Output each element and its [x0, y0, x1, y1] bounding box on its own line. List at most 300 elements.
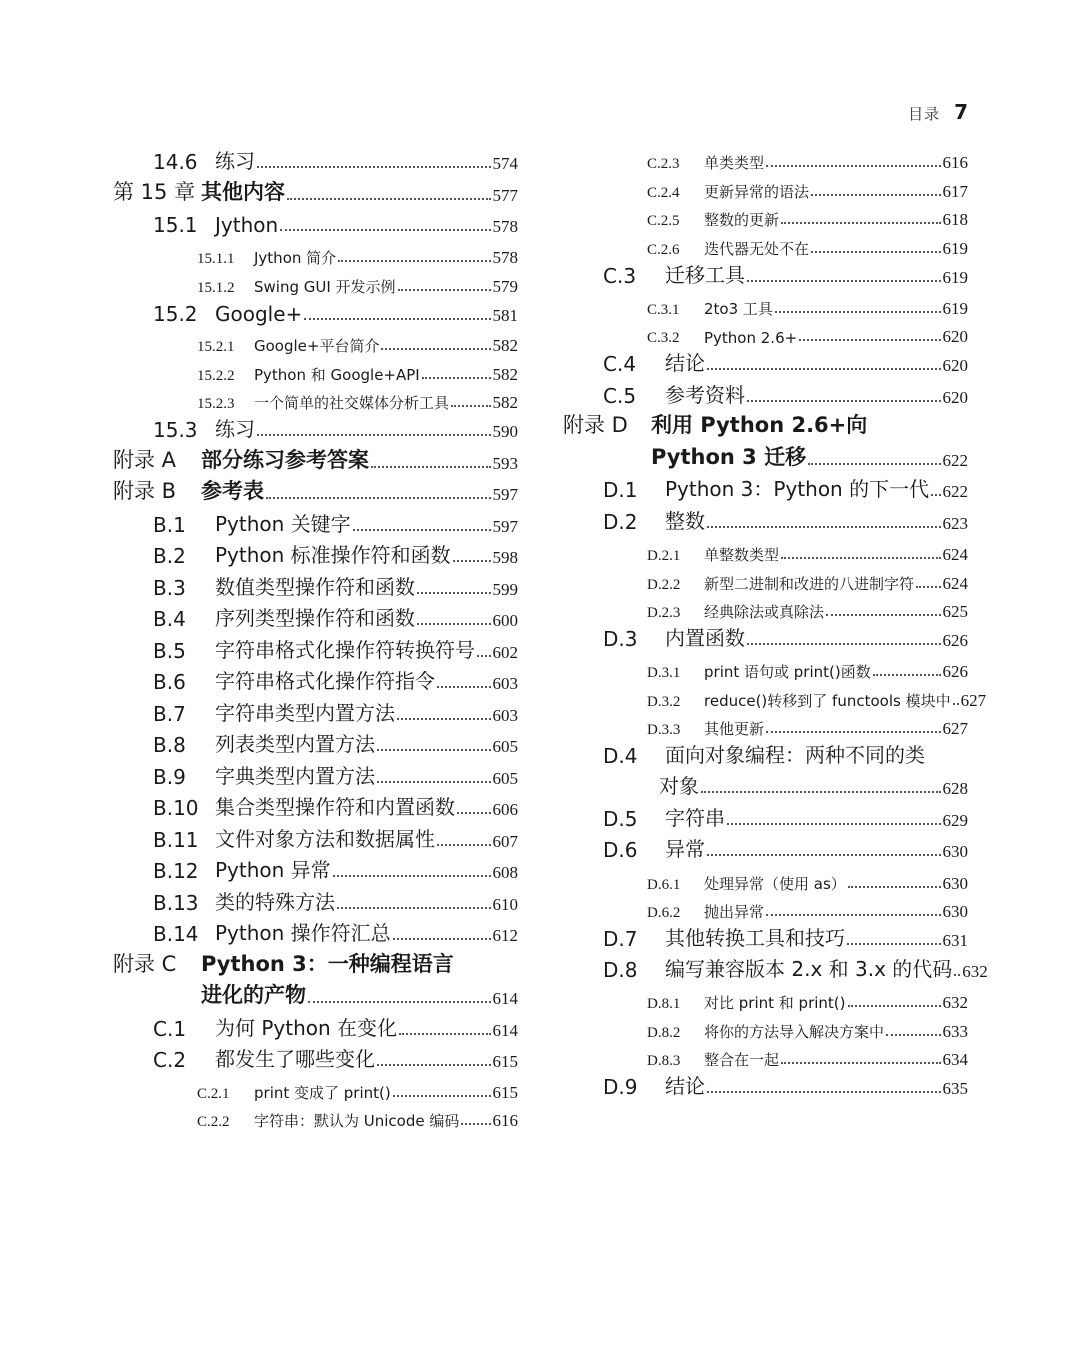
toc-entry-number: C.2.2	[197, 1114, 230, 1130]
toc-entry-b-11[interactable]	[113, 822, 518, 852]
toc-entry-number: C.2.3	[647, 156, 680, 172]
toc-entry-d-6-2[interactable]	[563, 892, 968, 922]
toc-entry-d-2-1[interactable]	[563, 535, 968, 565]
toc-entry-number: C.3.1	[647, 302, 680, 318]
toc-entry-page: 626	[942, 662, 968, 681]
toc-entry-number: B.5	[153, 639, 186, 663]
toc-entry-c-2-6[interactable]	[563, 229, 968, 259]
leader-dots	[747, 280, 941, 282]
page-header	[908, 100, 968, 124]
toc-entry-b-14[interactable]	[113, 916, 518, 946]
toc-entry-page: 608	[492, 863, 518, 882]
toc-entry-number: D.3.2	[647, 694, 681, 710]
leader-dots	[308, 1001, 491, 1003]
toc-entry-b-3[interactable]	[113, 570, 518, 600]
toc-entry-page: 630	[942, 874, 968, 893]
toc-entry-title: 部分练习参考答案	[201, 448, 369, 472]
toc-entry-title: 参考表	[201, 479, 264, 503]
toc-entry-number: D.4	[603, 744, 638, 768]
toc-entry-title: Google+	[215, 302, 303, 326]
toc-entry-d-8[interactable]	[563, 952, 988, 982]
toc-entry-d-5[interactable]	[563, 801, 968, 831]
toc-entry-d-6[interactable]	[563, 832, 968, 862]
toc-entry-title: 单类类型	[704, 154, 765, 172]
leader-dots	[457, 812, 491, 814]
toc-entry-number: 15.2.2	[197, 368, 235, 384]
toc-entry-page: 627	[960, 691, 987, 710]
toc-entry-title: 异常	[665, 837, 705, 861]
toc-entry-page: 597	[492, 485, 518, 504]
toc-entry-cont-10[interactable]	[563, 441, 968, 471]
toc-entry-page: 619	[942, 299, 968, 318]
leader-dots	[377, 781, 491, 783]
toc-entry-page: 615	[492, 1083, 518, 1102]
leader-dots	[304, 318, 490, 320]
toc-entry-title: Python 3：一种编程语言	[201, 952, 454, 976]
toc-entry-number: B.8	[153, 733, 186, 757]
toc-entry-number: B.7	[153, 702, 186, 726]
toc-entry-c-2-1[interactable]	[113, 1073, 518, 1103]
toc-entry-c-5[interactable]	[563, 378, 968, 408]
toc-entry-title: 文件对象方法和数据属性	[215, 827, 435, 851]
toc-entry-number: 附录 C	[113, 952, 177, 976]
toc-entry-number: B.14	[153, 922, 199, 946]
toc-entry-title: 整合在一起	[704, 1051, 780, 1069]
leader-dots	[781, 222, 940, 224]
toc-entry-number: 15.2.1	[197, 339, 235, 355]
toc-entry-page: 625	[942, 602, 968, 621]
toc-entry-title: 其他更新	[704, 720, 765, 738]
toc-entry-number: B.13	[153, 891, 199, 915]
toc-entry-page: 620	[942, 388, 968, 407]
leader-dots	[422, 377, 491, 379]
toc-entry-15-1-1[interactable]	[113, 238, 518, 268]
toc-entry-b-10[interactable]	[113, 790, 518, 820]
toc-entry-c-3[interactable]	[563, 258, 968, 288]
toc-entry-page: 581	[492, 306, 518, 325]
toc-entry-title: Python 标准操作符和函数	[215, 543, 451, 567]
toc-entry-title: 都发生了哪些变化	[215, 1047, 375, 1071]
leader-dots	[371, 466, 491, 468]
toc-entry-page: 582	[492, 336, 518, 355]
toc-entry-number: D.6	[603, 838, 638, 862]
leader-dots	[766, 731, 940, 733]
toc-entry-title: 对比 print 和 print()	[704, 994, 846, 1012]
toc-entry-number: D.3.1	[647, 665, 681, 681]
toc-entry-page: 605	[492, 737, 518, 756]
leader-dots	[781, 1062, 940, 1064]
toc-entry-page: 628	[942, 779, 968, 798]
toc-entry-title: Python 操作符汇总	[215, 921, 391, 945]
toc-entry-title: 对象	[659, 774, 699, 798]
toc-entry-15-3[interactable]	[113, 412, 518, 442]
toc-entry-number: D.8.3	[647, 1053, 681, 1069]
toc-entry-title: 迁移工具	[665, 263, 745, 287]
leader-dots	[287, 198, 491, 200]
toc-entry-page: 632	[962, 962, 988, 981]
toc-entry-page: 614	[492, 989, 518, 1008]
toc-entry-d-3-1[interactable]	[563, 652, 968, 682]
toc-entry-title: Google+平台简介	[254, 337, 380, 355]
toc-entry-page: 622	[942, 451, 968, 470]
toc-entry-c-1[interactable]	[113, 1011, 518, 1041]
toc-entry-title: Python 异常	[215, 858, 331, 882]
leader-dots	[437, 686, 491, 688]
toc-entry-page: 623	[942, 514, 968, 533]
toc-entry-number: D.5	[603, 807, 638, 831]
toc-entry-title: 更新异常的语法	[704, 183, 810, 201]
toc-entry-number: C.4	[603, 352, 637, 376]
leader-dots	[701, 791, 941, 793]
leader-dots	[461, 1123, 490, 1125]
toc-entry-cont-21[interactable]	[563, 769, 968, 799]
toc-entry-title: Python 关键字	[215, 512, 351, 536]
toc-entry-page: 630	[942, 842, 968, 861]
toc-entry-title: 字符串类型内置方法	[215, 701, 395, 725]
leader-dots	[377, 749, 491, 751]
leader-dots	[451, 405, 490, 407]
toc-entry-title: Jython	[215, 213, 279, 237]
toc-entry-page: 578	[492, 217, 518, 236]
toc-entry-15-2[interactable]	[113, 296, 518, 326]
leader-dots	[393, 938, 491, 940]
leader-dots	[954, 974, 960, 976]
toc-entry-title: Jython 简介	[254, 249, 337, 267]
toc-entry-title: 处理异常（使用 as）	[704, 875, 846, 893]
toc-entry-number: 15.1	[153, 213, 198, 237]
toc-entry-d-7[interactable]	[563, 921, 968, 951]
leader-dots	[353, 529, 491, 531]
toc-entry-15-2-1[interactable]	[113, 326, 518, 356]
toc-entry-15-2-3[interactable]	[113, 383, 518, 413]
leader-dots	[437, 844, 491, 846]
leader-dots	[766, 165, 940, 167]
toc-entry-d-3-3[interactable]	[563, 709, 968, 739]
toc-entry-b-9[interactable]	[113, 759, 518, 789]
toc-entry-page: 619	[942, 268, 968, 287]
toc-entry-page: 624	[942, 545, 968, 564]
toc-entry-page: 606	[492, 800, 518, 819]
toc-entry-c-3-2[interactable]	[563, 317, 968, 347]
leader-dots	[280, 229, 490, 231]
toc-entry-title: 内置函数	[665, 626, 745, 650]
toc-entry-number: C.2.4	[647, 185, 680, 201]
toc-entry-title: print 语句或 print()函数	[704, 663, 871, 681]
leader-dots	[337, 907, 491, 909]
leader-dots	[916, 586, 940, 588]
toc-entry-page: 582	[492, 393, 518, 412]
toc-entry-d-4[interactable]	[563, 738, 968, 768]
toc-entry-number: 第 15 章	[113, 180, 196, 204]
leader-dots	[811, 194, 940, 196]
toc-entry-title: 结论	[665, 1074, 705, 1098]
toc-entry-number: B.12	[153, 859, 199, 883]
toc-entry-page: 630	[942, 902, 968, 921]
toc-entry-title: Python 3 迁移	[651, 445, 807, 469]
leader-dots	[257, 166, 491, 168]
header-page-number: 7	[954, 100, 968, 124]
toc-entry-page: 627	[942, 719, 968, 738]
toc-entry-number: 15.2.3	[197, 396, 235, 412]
toc-entry-title: 为何 Python 在变化	[215, 1016, 398, 1040]
leader-dots	[266, 497, 491, 499]
toc-entry-page: 579	[492, 277, 518, 296]
toc-entry-title: 类的特殊方法	[215, 890, 335, 914]
toc-entry-b-6[interactable]	[113, 664, 518, 694]
toc-entry-b-2[interactable]	[113, 538, 518, 568]
toc-entry-b-12[interactable]	[113, 853, 518, 883]
toc-entry-title: 列表类型内置方法	[215, 732, 375, 756]
leader-dots	[398, 289, 491, 291]
toc-entry-page: 620	[942, 327, 968, 346]
toc-entry-number: C.1	[153, 1017, 187, 1041]
toc-entry-page: 635	[942, 1079, 968, 1098]
toc-entry-title: 整数的更新	[704, 211, 780, 229]
toc-entry-title: 利用 Python 2.6+向	[651, 413, 868, 437]
toc-entry-title: 字符串：默认为 Unicode 编码	[254, 1112, 460, 1130]
toc-entry-b-5[interactable]	[113, 633, 518, 663]
toc-entry-c-4[interactable]	[563, 346, 968, 376]
leader-dots	[886, 1034, 940, 1036]
toc-entry-title: Swing GUI 开发示例	[254, 278, 396, 296]
toc-entry-title: 结论	[665, 351, 705, 375]
toc-entry-number: 15.2	[153, 302, 198, 326]
toc-entry-number: B.4	[153, 607, 186, 631]
toc-entry-a[interactable]	[113, 444, 518, 474]
toc-entry-title: 编写兼容版本 2.x 和 3.x 的代码	[665, 957, 953, 981]
toc-entry-d-2[interactable]	[563, 504, 968, 534]
toc-entry-title: 其他转换工具和技巧	[665, 926, 845, 950]
leader-dots	[477, 655, 491, 657]
toc-entry-number: 15.1.2	[197, 280, 235, 296]
toc-entry-c-2-4[interactable]	[563, 172, 968, 202]
toc-entry-number: C.2.6	[647, 242, 680, 258]
toc-entry-b-7[interactable]	[113, 696, 518, 726]
toc-entry-15-2-2[interactable]	[113, 355, 518, 385]
toc-entry-page: 593	[492, 454, 518, 473]
toc-entry-page: 607	[492, 832, 518, 851]
toc-entry-title: 字符串	[665, 806, 725, 830]
toc-entry-15[interactable]	[113, 176, 518, 206]
toc-entry-number: 附录 D	[563, 413, 628, 437]
toc-entry-c-2-2[interactable]	[113, 1101, 518, 1131]
toc-entry-page: 634	[942, 1050, 968, 1069]
toc-entry-page: 612	[492, 926, 518, 945]
leader-dots	[747, 400, 941, 402]
leader-dots	[397, 718, 491, 720]
toc-entry-page: 632	[942, 993, 968, 1012]
toc-entry-number: 15.1.1	[197, 251, 235, 267]
toc-entry-number: C.3	[603, 264, 637, 288]
toc-entry-page: 582	[492, 365, 518, 384]
toc-entry-page: 631	[942, 931, 968, 950]
toc-entry-d[interactable]	[563, 409, 968, 439]
toc-entry-title: 字典类型内置方法	[215, 764, 375, 788]
leader-dots	[811, 251, 940, 253]
leader-dots	[707, 854, 941, 856]
toc-entry-page: 610	[492, 895, 518, 914]
toc-entry-page: 578	[492, 248, 518, 267]
toc-entry-title: reduce()转移到了 functools 模块中	[704, 692, 951, 710]
toc-entry-number: D.1	[603, 478, 638, 502]
leader-dots	[338, 260, 490, 262]
toc-entry-d-2-2[interactable]	[563, 564, 968, 594]
toc-entry-title: 练习	[215, 417, 255, 441]
toc-entry-title: Python 2.6+	[704, 329, 798, 347]
leader-dots	[707, 526, 941, 528]
toc-entry-title: 整数	[665, 509, 705, 533]
toc-entry-c-2[interactable]	[113, 1042, 518, 1072]
leader-dots	[377, 1064, 491, 1066]
toc-entry-title: 其他内容	[201, 180, 285, 204]
toc-entry-number: B.6	[153, 670, 186, 694]
toc-entry-b[interactable]	[113, 475, 518, 505]
toc-entry-number: D.2.3	[647, 605, 681, 621]
toc-entry-d-6-1[interactable]	[563, 864, 968, 894]
toc-entry-page: 626	[942, 631, 968, 650]
toc-entry-d-3-2[interactable]	[563, 681, 987, 711]
toc-entry-number: D.2.1	[647, 548, 681, 564]
leader-dots	[848, 1005, 941, 1007]
leader-dots	[453, 560, 491, 562]
toc-entry-title: 字符串格式化操作符指令	[215, 669, 435, 693]
toc-entry-title: 序列类型操作符和函数	[215, 606, 415, 630]
toc-entry-number: D.3.3	[647, 722, 681, 738]
toc-entry-title: 2to3 工具	[704, 300, 773, 318]
leader-dots	[826, 614, 940, 616]
toc-entry-number: D.9	[603, 1075, 638, 1099]
leader-dots	[847, 943, 941, 945]
toc-entry-number: B.11	[153, 828, 199, 852]
leader-dots	[766, 914, 940, 916]
toc-entry-14-6[interactable]	[113, 144, 518, 174]
toc-entry-title: Python 和 Google+API	[254, 366, 420, 384]
toc-entry-number: D.3	[603, 627, 638, 651]
toc-entry-b-4[interactable]	[113, 601, 518, 631]
toc-entry-page: 633	[942, 1022, 968, 1041]
toc-entry-d-8-3[interactable]	[563, 1040, 968, 1070]
toc-entry-number: D.6.2	[647, 905, 681, 921]
toc-entry-b-1[interactable]	[113, 507, 518, 537]
toc-entry-page: 619	[942, 239, 968, 258]
toc-entry-number: D.8	[603, 958, 638, 982]
toc-entry-c[interactable]	[113, 948, 518, 978]
header-label: 目录	[908, 105, 941, 123]
toc-entry-title: 新型二进制和改进的八进制字符	[704, 575, 915, 593]
toc-entry-page: 574	[492, 154, 518, 173]
toc-entry-number: B.10	[153, 796, 199, 820]
toc-entry-number: D.8.2	[647, 1025, 681, 1041]
leader-dots	[381, 348, 490, 350]
toc-entry-d-8-2[interactable]	[563, 1012, 968, 1042]
toc-entry-number: 14.6	[153, 150, 198, 174]
toc-entry-number: 附录 A	[113, 448, 177, 472]
toc-entry-c-2-5[interactable]	[563, 200, 968, 230]
toc-entry-b-8[interactable]	[113, 727, 518, 757]
toc-entry-d-1[interactable]	[563, 472, 968, 502]
toc-entry-title: 面向对象编程：两种不同的类	[665, 743, 925, 767]
toc-entry-title: 数值类型操作符和函数	[215, 575, 415, 599]
toc-entry-number: C.3.2	[647, 330, 680, 346]
leader-dots	[417, 592, 491, 594]
toc-entry-number: D.2	[603, 510, 638, 534]
leader-dots	[707, 1091, 941, 1093]
toc-entry-page: 615	[492, 1052, 518, 1071]
leader-dots	[747, 643, 941, 645]
toc-entry-title: 抛出异常	[704, 903, 765, 921]
toc-entry-cont-27[interactable]	[113, 979, 518, 1009]
toc-entry-title: 将你的方法导入解决方案中	[704, 1023, 885, 1041]
toc-entry-d-9[interactable]	[563, 1069, 968, 1099]
leader-dots	[399, 1033, 490, 1035]
toc-entry-page: 603	[492, 674, 518, 693]
toc-entry-number: D.7	[603, 927, 638, 951]
toc-entry-page: 614	[492, 1021, 518, 1040]
leader-dots	[848, 886, 941, 888]
toc-entry-title: 字符串格式化操作符转换符号	[215, 638, 475, 662]
toc-entry-title: Python 3：Python 的下一代	[665, 477, 930, 501]
leader-dots	[808, 463, 940, 465]
toc-entry-title: 经典除法或真除法	[704, 603, 825, 621]
toc-entry-number: B.1	[153, 513, 186, 537]
toc-entry-number: B.2	[153, 544, 186, 568]
toc-entry-page: 598	[492, 548, 518, 567]
toc-entry-number: 附录 B	[113, 479, 177, 503]
leader-dots	[953, 703, 959, 705]
leader-dots	[873, 674, 941, 676]
leader-dots	[333, 875, 491, 877]
toc-entry-page: 620	[942, 356, 968, 375]
toc-entry-15-1[interactable]	[113, 207, 518, 237]
toc-entry-d-8-1[interactable]	[563, 983, 968, 1013]
toc-entry-15-1-2[interactable]	[113, 267, 518, 297]
leader-dots	[707, 368, 941, 370]
toc-entry-number: B.9	[153, 765, 186, 789]
toc-entry-page: 599	[492, 580, 518, 599]
leader-dots	[417, 623, 491, 625]
toc-entry-page: 624	[942, 574, 968, 593]
toc-entry-number: B.3	[153, 576, 186, 600]
toc-entry-number: C.2.5	[647, 213, 680, 229]
toc-entry-title: 迭代器无处不在	[704, 240, 810, 258]
toc-entry-page: 600	[492, 611, 518, 630]
toc-entry-title: 一个简单的社交媒体分析工具	[254, 394, 450, 412]
toc-entry-page: 603	[492, 706, 518, 725]
toc-entry-b-13[interactable]	[113, 885, 518, 915]
toc-entry-page: 590	[492, 422, 518, 441]
toc-entry-number: D.6.1	[647, 877, 681, 893]
toc-entry-page: 602	[492, 643, 518, 662]
toc-entry-page: 617	[942, 182, 968, 201]
toc-entry-number: C.5	[603, 384, 637, 408]
toc-entry-number: C.2	[153, 1048, 187, 1072]
toc-entry-page: 622	[942, 482, 968, 501]
toc-entry-title: 单整数类型	[704, 546, 780, 564]
leader-dots	[775, 311, 941, 313]
toc-entry-number: D.2.2	[647, 577, 681, 593]
toc-entry-page: 616	[492, 1111, 518, 1130]
toc-entry-page: 629	[942, 811, 968, 830]
toc-entry-page: 577	[492, 186, 518, 205]
toc-entry-title: print 变成了 print()	[254, 1084, 391, 1102]
toc-entry-title: 练习	[215, 149, 255, 173]
toc-entry-d-2-3[interactable]	[563, 592, 968, 622]
toc-entry-c-2-3[interactable]	[563, 143, 968, 173]
toc-entry-c-3-1[interactable]	[563, 289, 968, 319]
toc-entry-d-3[interactable]	[563, 621, 968, 651]
leader-dots	[799, 339, 940, 341]
toc-entry-number: D.8.1	[647, 996, 681, 1012]
